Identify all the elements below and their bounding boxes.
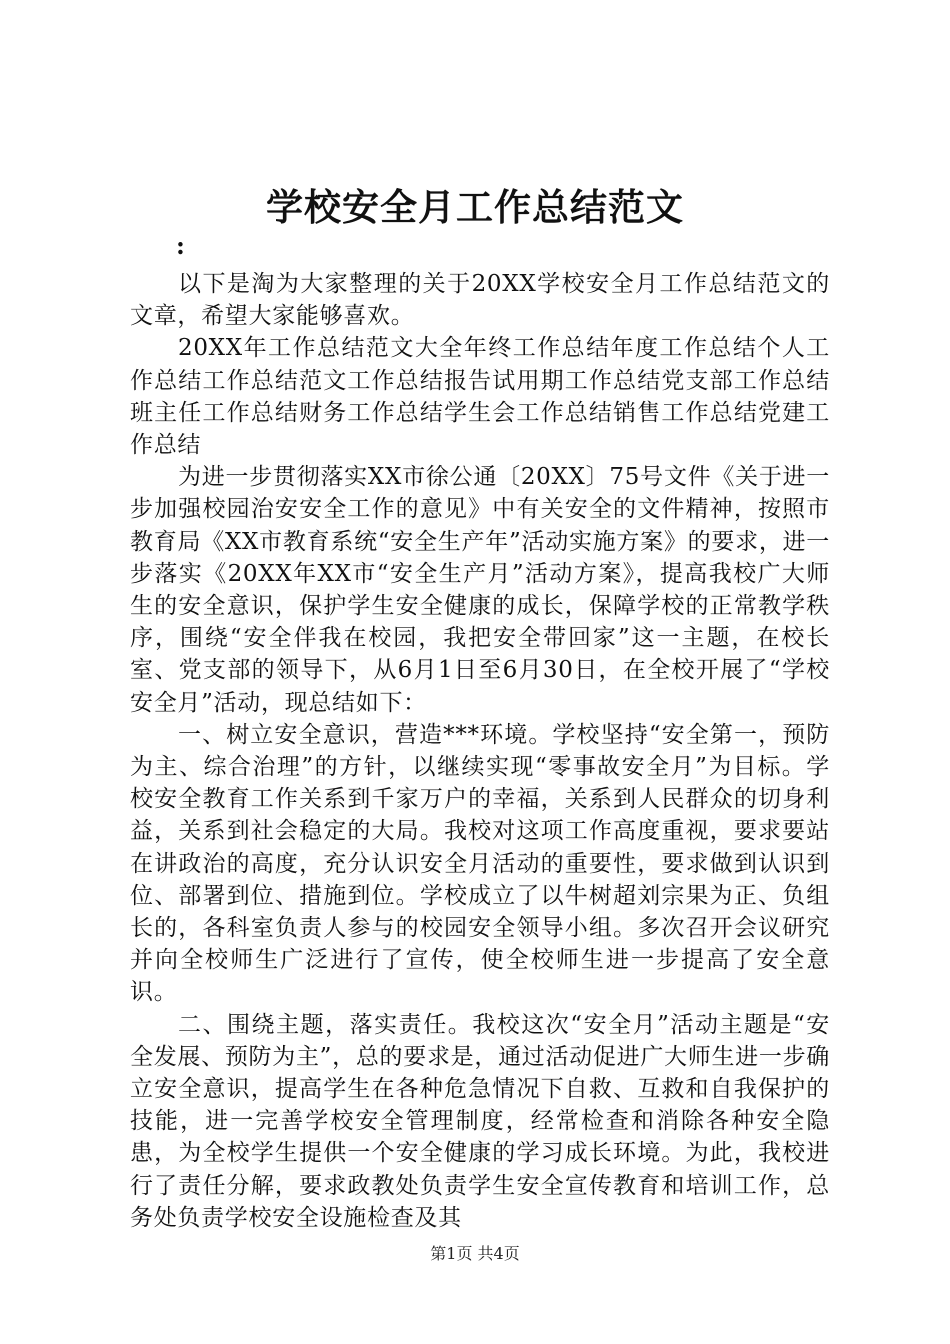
document-body <box>130 268 830 1234</box>
paragraph-section-two: 二、围绕主题，落实责任。我校这次“安全月”活动主题是“安全发展、预防为主”，总的要求是，通过活动促进广大师生进一步确立安全意识，提高学生在各种危急情况下自救、互救和自我保护的技能，进一完善学校安全管理制度，经常检查和消除各种安全隐患，为全校学生提供一个安全健康的学习成长环境。为此，我校进行了责任分解，要求政教处负责学生安全宣传教育和培训工作，总务处负责学校安全设施检查及其 <box>130 1011 830 1231</box>
paragraph-section-one: 一、树立安全意识，营造***环境。学校坚持“安全第一，预防为主、综合治理”的方针，以继续实现“零事故安全月”为目标。学校安全教育工作关系到千家万户的幸福，关系到人民群众的切身利益，关系到社会稳定的大局。我校对这项工作高度重视，要求要站在讲政治的高度，充分认识安全月活动的重要性，要求做到认识到位、部署到位、措施到位。学校成立了以牛树超刘宗果为正、负组长的，各科室负责人参与的校园安全领导小组。多次召开会议研究并向全校师生广泛进行了宣传，使全校师生进一步提高了安全意识。 <box>130 721 830 1006</box>
page-footer: 第1页 共4页 <box>430 1244 520 1263</box>
paragraph-related-links: 20XX年工作总结范文大全年终工作总结年度工作总结个人工作总结工作总结范文工作总结报告试用期工作总结党支部工作总结班主任工作总结财务工作总结学生会工作总结销售工作总结党建工作总结 <box>130 335 830 459</box>
document-title: 学校安全月工作总结范文 <box>266 185 684 229</box>
paragraph-intro: 以下是淘为大家整理的关于20XX学校安全月工作总结范文的文章，希望大家能够喜欢。 <box>130 271 830 330</box>
subtitle-mark: : <box>176 231 185 260</box>
paragraph-background: 为进一步贯彻落实XX市徐公通〔20XX〕75号文件《关于进一步加强校园治安安全工作的意见》中有关安全的文件精神，按照市教育局《XX市教育系统“安全生产年”活动实施方案》的要求，进一步落实《20XX年XX市“安全生产月”活动方案》，提高我校广大师生的安全意识，保护学生安全健康的成长，保障学校的正常教学秩序，围绕“安全伴我在校园，我把安全带回家”这一主题，在校长室、党支部的领导下，从6月1日至6月30日，在全校开展了“学校安全月”活动，现总结如下： <box>130 464 830 716</box>
